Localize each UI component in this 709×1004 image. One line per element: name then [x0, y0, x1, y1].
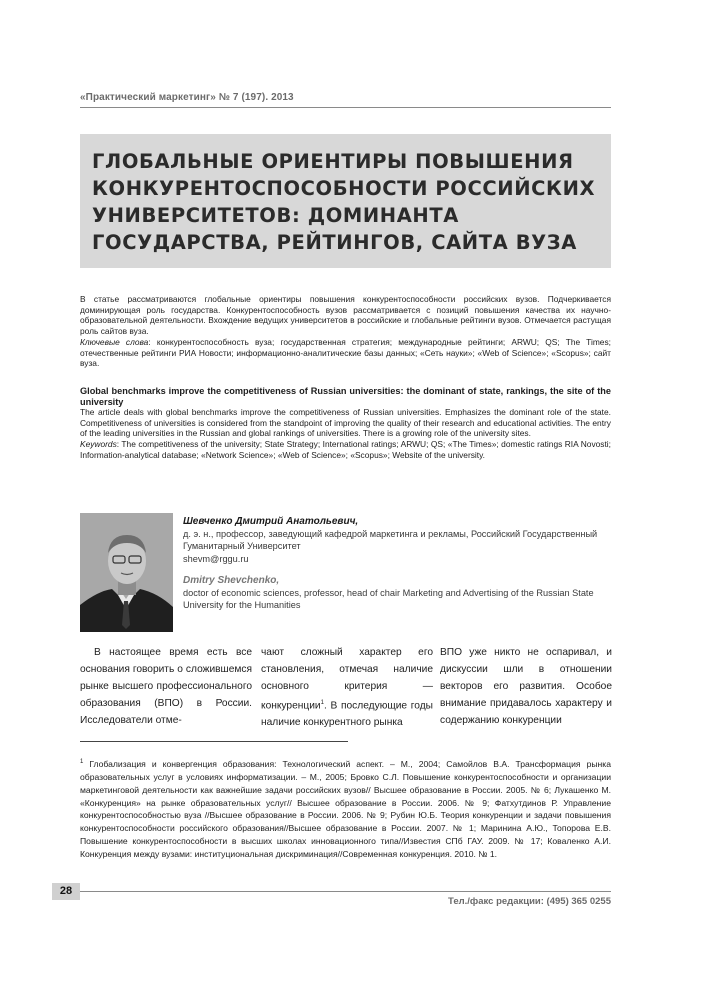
author-info-en: doctor of economic sciences, professor, head of chair Marketing and Advertising of the Russian State University for the Humanities: [183, 588, 594, 611]
body-col2-text-b: . В последующие годы наличие конкурентного рынка: [261, 700, 433, 729]
footnote-ref[interactable]: 1: [320, 700, 324, 706]
body-column-1: [80, 644, 252, 729]
body-column-3: [440, 644, 612, 729]
footnote: [80, 756, 611, 861]
footnote-mark: 1: [80, 759, 84, 765]
author-info-ru: д. э. н., профессор, заведующий кафедрой маркетинга и рекламы, Российский Государственный Гуманитарный Университет: [183, 529, 598, 552]
abstract-ru: [80, 294, 611, 369]
author-name-ru: Шевченко Дмитрий Анатольевич,: [183, 516, 359, 527]
body-col3-text: ВПО уже никто не оспаривал, и дискуссии шли в отношении векторов его развития. Особое внимание придавалось характеру и содержанию конкуренции: [440, 647, 612, 726]
body-col2-text-a: чают сложный характер его становления, отмечая наличие основного критерия — конкуренции: [261, 647, 433, 712]
body-col1-text: В настоящее время есть все основания говорить о сложившемся рынке высшего профессионального образования (ВПО) в России. Исследователи отме-: [80, 647, 252, 726]
abstract-ru-text: В статье рассматриваются глобальные ориентиры повышения конкурентоспособности российских вузов. Подчеркивается доминирующая роль государства. Конкурентоспособность вузов рассматривается с позиций повышения качества их научно-образовательной деятельности. Вхождение ведущих университетов в российские и глобальные рейтинги вузов. Отмечается растущая роль сайтов вуза.: [80, 294, 611, 337]
author-portrait-image: [80, 513, 173, 632]
keywords-ru: [80, 337, 611, 369]
body-col2-paragraph: [261, 644, 433, 731]
author-name-en: Dmitry Shevchenko,: [183, 574, 280, 586]
author-email[interactable]: shevm@rggu.ru: [183, 553, 249, 564]
keywords-en-text: : The competitiveness of the university; State Strategy; International ratings; ARWU; QS; «The Times»; domestic ratings RIA Novosti; Information-analytical database; «Network Science»; «Web of Science»; «Scopus»; Website of the university.: [80, 439, 611, 460]
body-column-2: [261, 644, 433, 731]
footnote-paragraph: [80, 756, 611, 861]
article-title: ГЛОБАЛЬНЫЕ ОРИЕНТИРЫ ПОВЫШЕНИЯ КОНКУРЕНТОСПОСОБНОСТИ РОССИЙСКИХ УНИВЕРСИТЕТОВ: ДОМИНАНТА ГОСУДАРСТВА, РЕЙТИНГОВ, САЙТА ВУЗА: [92, 150, 596, 254]
top-rule: [80, 107, 611, 108]
keywords-en-label: Keywords: [80, 439, 117, 450]
running-head: «Практический маркетинг» № 7 (197). 2013: [80, 92, 294, 103]
abstract-en: [80, 386, 611, 461]
keywords-en: [80, 439, 611, 460]
abstract-en-title: Global benchmarks improve the competitiveness of Russian universities: the dominant of state, rankings, the site of the university: [80, 386, 611, 407]
keywords-ru-text: : конкурентоспособность вуза; государственная стратегия; международные рейтинги; ARWU; QS; The Times; отечественные рейтинги РИА Новости; информационно-аналитические базы данных; «Сеть науки»; «Web of Science»; «Scopus»; сайт вуза.: [80, 336, 611, 369]
abstract-en-text: The article deals with global benchmarks improve the competitiveness of Russian universities. Emphasizes the dominant role of the state. Competitiveness of universities is considered from the standpoint of improving the quality of their research and educational activities. The entry of the leading universities in the Russian and global rankings of universities. There is a growing role of the university sites.: [80, 407, 611, 439]
title-band: [80, 134, 611, 268]
keywords-ru-label: Ключевые слова: [80, 336, 149, 347]
page-number: 28: [52, 883, 80, 900]
body-columns: [80, 644, 611, 728]
footer-phone: Тел./факс редакции: (495) 365 0255: [448, 896, 611, 907]
footnote-rule: [80, 741, 348, 742]
footnote-text: Глобализация и конвергенция образования: Технологический аспект. – М., 2004; Самойлов В.А. Трансформация рынка образовательных услуг в условиях информатизации. – М., 2005; Бровко С.Л. Повышение конкурентоспособности и организации маркетинговой деятельности как важнейшие задачи российских вузов// Высшее образование в России. 2005. № 6; Лукашенко М. «Конкуренция» на рынке образовательных услуг// Высшее образование в России. 2006. № 9; Фатхутдинов Р. Управление конкурентоспособностью вуза //Высшее образование в России. 2006. № 9; Рубин Ю.Б. Теория конкуренции и задачи повышения конкурентоспособности российского образования//Высшее образование в России. 2007. № 1; Маринина А.Ю., Топорова Е.В. Повышение конкурентоспособности в высших школах инновационного типа//Известия СПб ГАУ. 2009. № 17; Коваленко А.И. Конкуренция между вузами: институциональная дискриминация//Современная конкуренция. 2010. № 1.: [80, 758, 611, 860]
author-photo: [80, 513, 173, 632]
bottom-rule: [80, 891, 611, 892]
author-block: [183, 516, 611, 611]
